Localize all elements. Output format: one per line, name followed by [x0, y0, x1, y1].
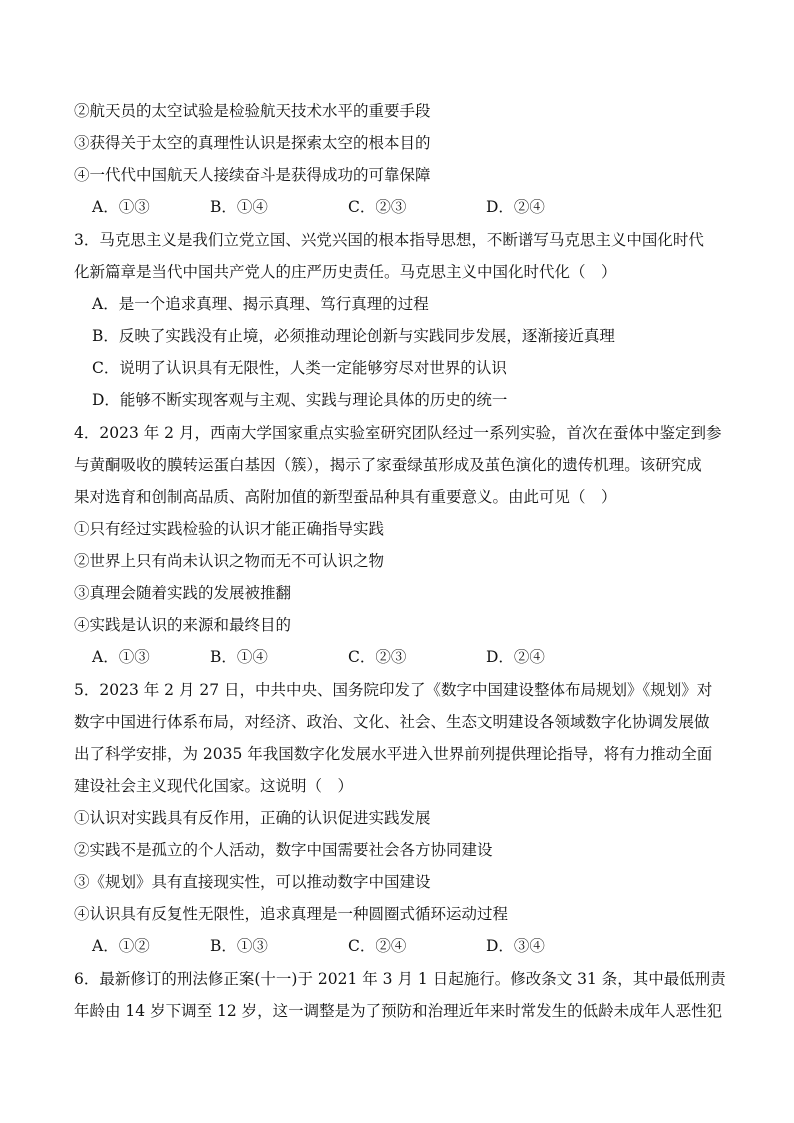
q2-answer-b: B．①④ [210, 198, 268, 216]
q4-answer-b: B．①④ [210, 648, 268, 666]
q5-option-2: ②实践不是孤立的个人活动，数字中国需要社会各方协同建设 [74, 841, 493, 859]
q5-answer-b: B．①③ [210, 937, 268, 955]
q5-option-1: ①认识对实践具有反作用，正确的认识促进实践发展 [74, 809, 431, 827]
q4-option-4: ④实践是认识的来源和最终目的 [74, 616, 292, 634]
q2-answer-d: D．②④ [486, 198, 545, 216]
q4-option-1: ①只有经过实践检验的认识才能正确指导实践 [74, 520, 385, 538]
q5-stem-line-4: 建设社会主义现代化国家。这说明（ ） [74, 777, 354, 795]
q2-option-2: ②航天员的太空试验是检验航天技术水平的重要手段 [74, 102, 431, 120]
q3-choice-c: C．说明了认识具有无限性，人类一定能够穷尽对世界的认识 [92, 359, 507, 377]
q5-option-3: ③《规划》具有直接现实性，可以推动数字中国建设 [74, 873, 431, 891]
q4-stem-line-1: 4．2023 年 2 月，西南大学国家重点实验室研究团队经过一系列实验，首次在蚕体中鉴定到参 [74, 424, 722, 442]
q5-answer-a: A．①② [92, 937, 150, 955]
q5-answer-d: D．③④ [486, 937, 545, 955]
q4-stem-line-3: 果对选育和创制高品质、高附加值的新型蚕品种具有重要意义。由此可见（ ） [74, 488, 617, 506]
q6-stem-line-2: 年龄由 14 岁下调至 12 岁，这一调整是为了预防和治理近年来时常发生的低龄未成年人恶性犯 [74, 1002, 723, 1020]
q3-choice-b: B．反映了实践没有止境，必须推动理论创新与实践同步发展，逐渐接近真理 [92, 327, 615, 345]
q4-answer-d: D．②④ [486, 648, 545, 666]
q3-choice-a: A．是一个追求真理、揭示真理、笃行真理的过程 [92, 295, 429, 313]
q2-answer-c: C．②③ [348, 198, 407, 216]
q3-stem-line-1: 3．马克思主义是我们立党立国、兴党兴国的根本指导思想，不断谱写马克思主义中国化时代 [74, 231, 704, 249]
q4-stem-line-2: 与黄酮吸收的膜转运蛋白基因（簇），揭示了家蚕绿茧形成及茧色演化的遗传机理。该研究成 [74, 456, 702, 474]
q4-answer-a: A．①③ [92, 648, 150, 666]
q3-choice-d: D．能够不断实现客观与主观、实践与理论具体的历史的统一 [92, 391, 508, 409]
q2-option-3: ③获得关于太空的真理性认识是探索太空的根本目的 [74, 134, 431, 152]
q5-stem-line-2: 数字中国进行体系布局，对经济、政治、文化、社会、生态文明建设各领域数字化协调发展做 [74, 713, 710, 731]
q4-option-3: ③真理会随着实践的发展被推翻 [74, 584, 292, 602]
q2-answer-a: A．①③ [92, 198, 150, 216]
q5-option-4: ④认识具有反复性无限性，追求真理是一种圆圈式循环运动过程 [74, 905, 509, 923]
q5-stem-line-3: 出了科学安排，为 2035 年我国数字化发展水平进入世界前列提供理论指导，将有力推动全面 [74, 745, 713, 763]
q2-option-4: ④一代代中国航天人接续奋斗是获得成功的可靠保障 [74, 166, 431, 184]
q5-answer-c: C．②④ [348, 937, 407, 955]
q4-option-2: ②世界上只有尚未认识之物而无不可认识之物 [74, 552, 385, 570]
q6-stem-line-1: 6．最新修订的刑法修正案(十一)于 2021 年 3 月 1 日起施行。修改条文 31 条，其中最低刑责 [74, 970, 726, 988]
q3-stem-line-2: 化新篇章是当代中国共产党人的庄严历史责任。马克思主义中国化时代化（ ） [74, 263, 617, 281]
q4-answer-c: C．②③ [348, 648, 407, 666]
q5-stem-line-1: 5．2023 年 2 月 27 日，中共中央、国务院印发了《数字中国建设整体布局规划》《规划》对 [74, 681, 713, 699]
